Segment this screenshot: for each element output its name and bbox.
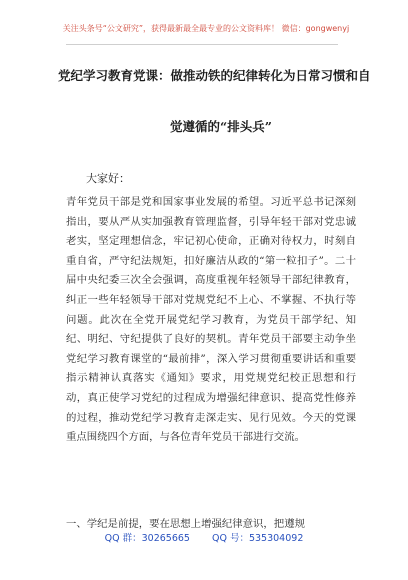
document-title-line-2: 觉遵循的“排头兵” — [170, 119, 272, 134]
header-banner: 关注头条号“公文研究”，获得最新最全最专业的公文资料库！ 微信：gongwenyj — [62, 24, 350, 33]
body-paragraph-1: 青年党员干部是党和国家事业发展的希望。习近平总书记深刻指出，要从严从实加强教育管理监督，引导年轻干部对党忠诚老实，坚定理想信念，牢记初心使命，正确对待权力，时刻自重自省，严守纪法规矩，扣好廉洁从政的“第一粒扣子”。二十届中央纪委三次全会强调，高度重视年轻领导干部纪律教育，纠正一些年轻领导干部对党规党纪不上心、不掌握、不执行等问题。此次在全党开展党纪学习教育，为党员干部学纪、知纪、明纪、守纪提供了良好的契机。青年党员干部要主动争坐党纪学习教育课堂的“最前排”，深入学习贯彻重要讲话和重要指示精神认真落实《通知》要求，用党规党纪校正思想和行动，真正使学习党纪的过程成为增强纪律意识、提高党性修养的过程，推动党纪学习教育走深走实、见行见效。今天的党课重点围绕四个方面，与各位青年党员干部进行交流。 — [66, 196, 356, 444]
greeting: 大家好： — [86, 172, 130, 185]
qq-group-number: QQ 群：30265665 — [104, 533, 190, 544]
footer-contact — [0, 533, 408, 545]
header-divider — [66, 44, 338, 45]
document-title-line-1: 党纪学习教育党课：做推动铁的纪律转化为日常习惯和自 — [58, 68, 371, 83]
qq-account-number: QQ 号：535304092 — [211, 533, 304, 544]
body-paragraph-2: 一、学纪是前提，要在思想上增强纪律意识，把遵规 — [66, 518, 305, 530]
